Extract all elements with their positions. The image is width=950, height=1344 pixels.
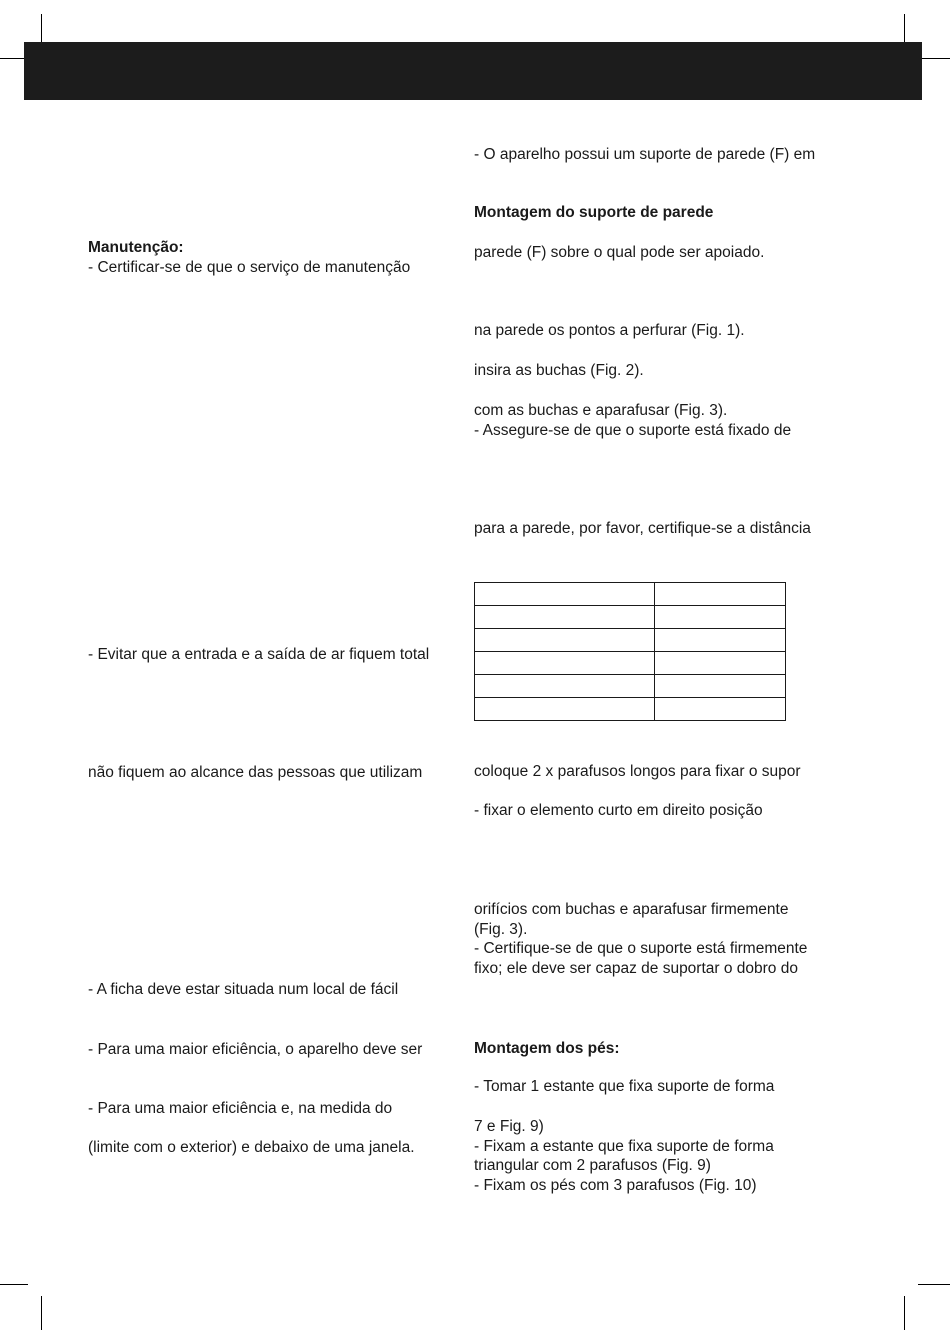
- table-row: [475, 675, 786, 698]
- text-line: - Para uma maior eficiência, o aparelho deve ser: [88, 1041, 423, 1058]
- crop-mark: [41, 1296, 42, 1330]
- text-line: orifícios com buchas e aparafusar firmemente: [474, 901, 789, 918]
- text-line: insira as buchas (Fig. 2).: [474, 362, 644, 379]
- text-line: - Fixam a estante que fixa suporte de forma: [474, 1138, 774, 1155]
- text-line: - fixar o elemento curto em direito posição: [474, 802, 763, 819]
- text-line: - Para uma maior eficiência e, na medida do: [88, 1100, 393, 1117]
- text-line: triangular com 2 parafusos (Fig. 9): [474, 1157, 711, 1174]
- heading-maintenance: Manutenção:: [88, 239, 184, 256]
- text-line: coloque 2 x parafusos longos para fixar o supor: [474, 763, 801, 780]
- text-line: - Evitar que a entrada e a saída de ar fiquem total: [88, 646, 430, 663]
- text-line: 7 e Fig. 9): [474, 1118, 544, 1135]
- table-cell: [475, 652, 655, 675]
- text-line: para a parede, por favor, certifique-se a distância: [474, 520, 811, 537]
- text-line: não fiquem ao alcance das pessoas que utilizam: [88, 764, 423, 781]
- table-cell: [655, 606, 786, 629]
- text-line: (Fig. 3).: [474, 921, 528, 938]
- text-line: - Tomar 1 estante que fixa suporte de forma: [474, 1078, 775, 1095]
- text-line: - A ficha deve estar situada num local de fácil: [88, 981, 399, 998]
- table-cell: [655, 629, 786, 652]
- text-line: com as buchas e aparafusar (Fig. 3).: [474, 402, 728, 419]
- table-row: [475, 652, 786, 675]
- table-cell: [655, 652, 786, 675]
- heading-feet: Montagem dos pés:: [474, 1040, 620, 1057]
- table-row: [475, 629, 786, 652]
- text-line: - Certificar-se de que o serviço de manutenção: [88, 259, 411, 276]
- crop-mark: [918, 1284, 950, 1285]
- table-cell: [655, 675, 786, 698]
- text-line: na parede os pontos a perfurar (Fig. 1).: [474, 322, 745, 339]
- text-line: parede (F) sobre o qual pode ser apoiado.: [474, 244, 765, 261]
- text-line: - Certifique-se de que o suporte está firmemente: [474, 940, 808, 957]
- text-line: - Assegure-se de que o suporte está fixado de: [474, 422, 792, 439]
- distance-table: [474, 582, 786, 721]
- table-cell: [475, 606, 655, 629]
- crop-mark: [0, 1284, 28, 1285]
- table-row: [475, 583, 786, 606]
- table-cell: [475, 583, 655, 606]
- header-bar: [24, 42, 922, 100]
- crop-mark: [918, 58, 950, 59]
- text-line: - Fixam os pés com 3 parafusos (Fig. 10): [474, 1177, 757, 1194]
- table-row: [475, 606, 786, 629]
- table-cell: [475, 629, 655, 652]
- table-cell: [655, 583, 786, 606]
- table-cell: [655, 698, 786, 721]
- crop-mark: [904, 1296, 905, 1330]
- text-line: (limite com o exterior) e debaixo de uma janela.: [88, 1139, 415, 1156]
- table-row: [475, 698, 786, 721]
- text-line: - O aparelho possui um suporte de parede (F) em: [474, 146, 816, 163]
- text-line: fixo; ele deve ser capaz de suportar o dobro do: [474, 960, 798, 977]
- table-cell: [475, 675, 655, 698]
- heading-wall-mount: Montagem do suporte de parede: [474, 204, 714, 221]
- table-cell: [475, 698, 655, 721]
